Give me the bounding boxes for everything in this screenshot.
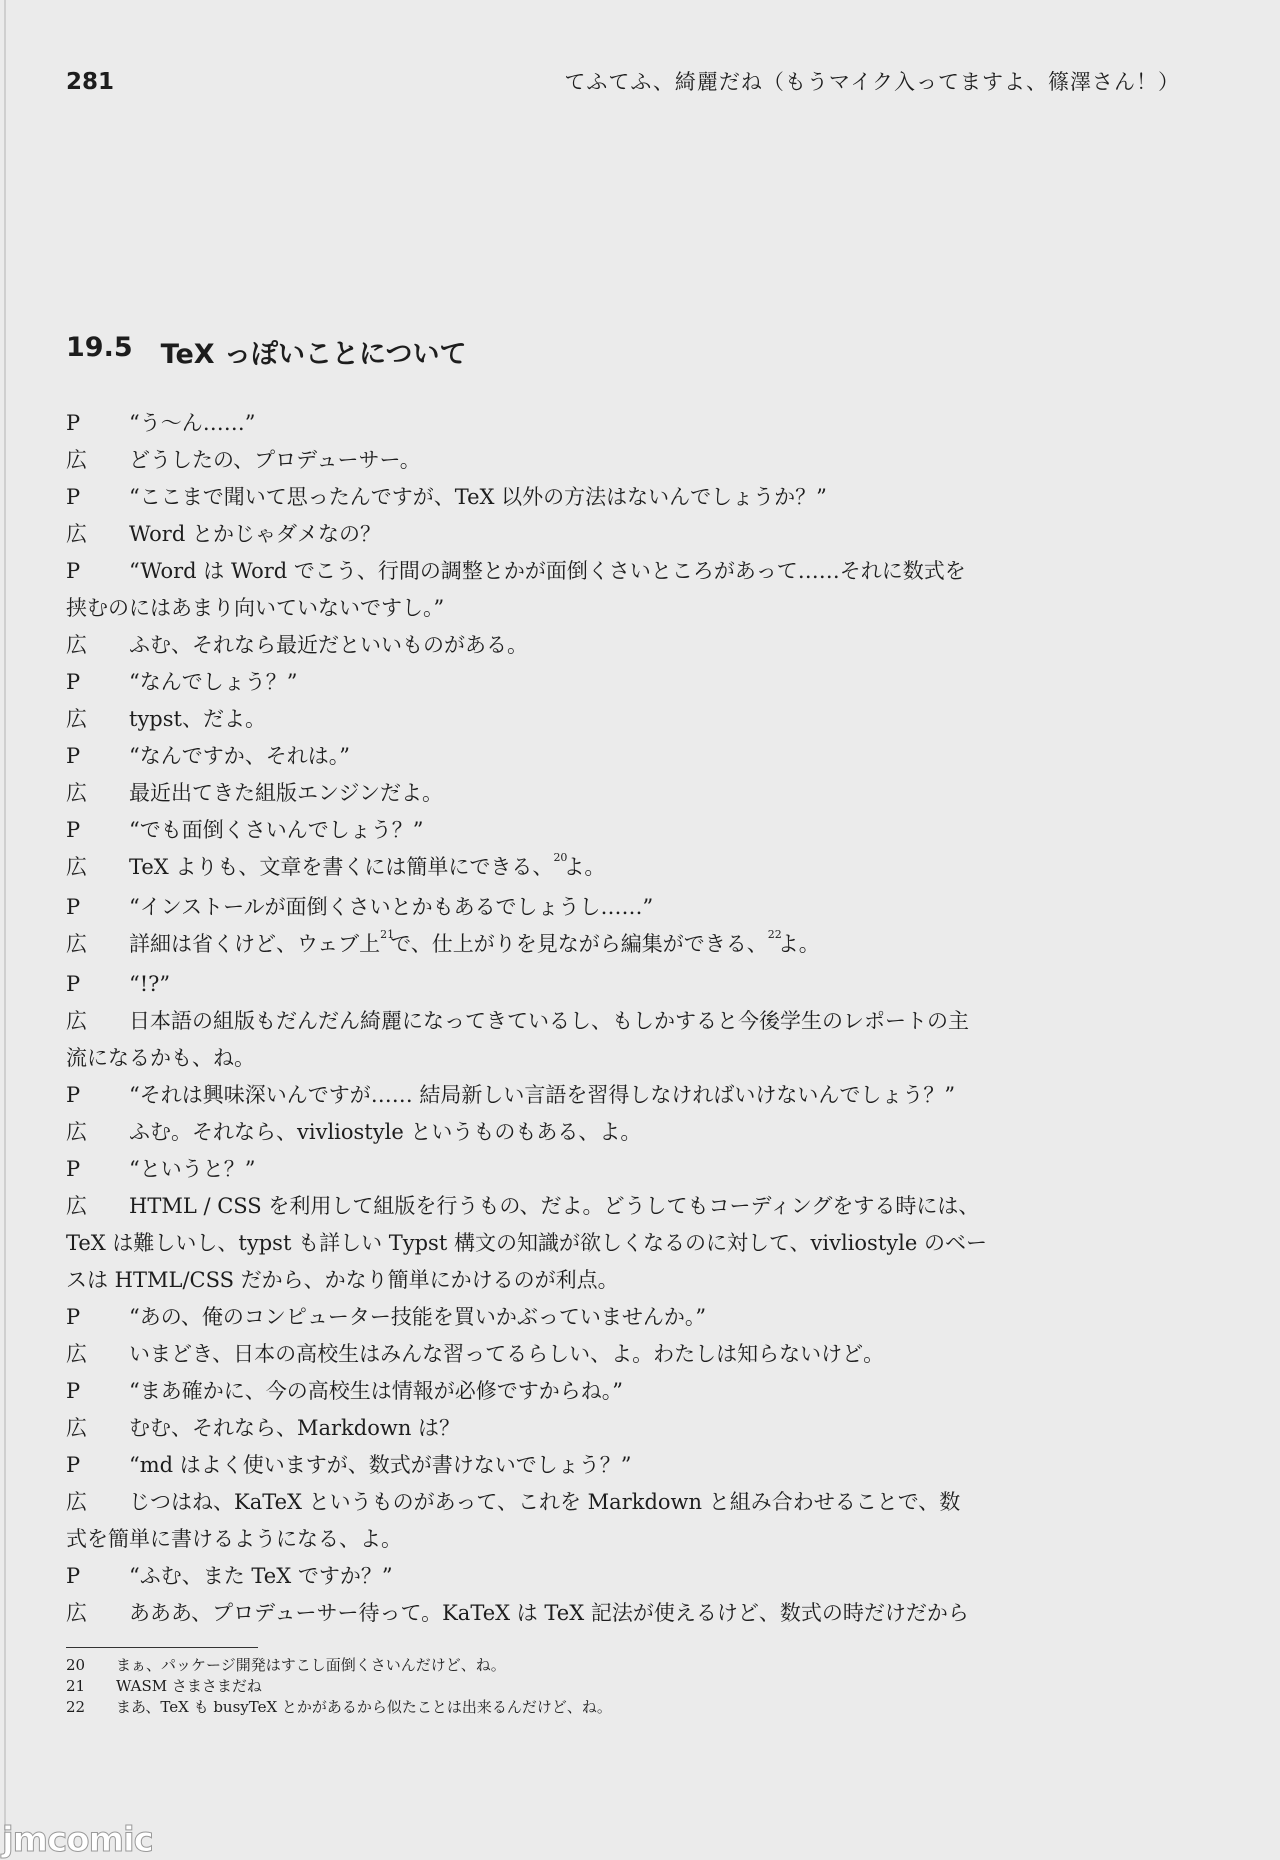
line-text: “!?” <box>129 972 171 996</box>
footnote <box>66 1697 966 1718</box>
dialogue-line <box>66 1521 994 1558</box>
dialogue-line <box>66 926 994 966</box>
speaker-label: 広 <box>66 633 87 657</box>
section-heading: TeX っぽいことについて <box>160 339 467 370</box>
speaker-label: P <box>66 818 81 842</box>
line-text: TeX よりも、文章を書くには簡単にできる、 <box>129 855 554 879</box>
line-text: “Word は Word でこう、行間の調整とかが面倒くさいところがあって……それに数式を <box>129 559 966 583</box>
footnote-text: まぁ、パッケージ開発はすこし面倒くさいんだけど、ね。 <box>116 1656 506 1674</box>
running-head: てふてふ、綺麗だね（もうマイク入ってますよ、篠澤さん！） <box>564 70 1180 94</box>
speaker-label: 広 <box>66 448 87 472</box>
line-text: 挟むのにはあまり向いていないですし。” <box>66 596 445 620</box>
footnote-ref: 21 <box>380 928 395 941</box>
speaker-label: P <box>66 1564 81 1588</box>
dialogue-line <box>66 516 994 553</box>
line-text: “というと？” <box>129 1157 256 1181</box>
line-text: 流になるかも、ね。 <box>66 1046 255 1070</box>
speaker-label: P <box>66 485 81 509</box>
dialogue-line <box>66 1003 994 1040</box>
page-edge <box>4 0 6 1850</box>
footnote-rule <box>66 1647 258 1648</box>
line-text: “でも面倒くさいんでしょう？” <box>129 818 424 842</box>
line-text: typst、だよ。 <box>129 707 266 731</box>
dialogue-line <box>66 1373 994 1410</box>
dialogue-line <box>66 1040 994 1077</box>
line-text: で、仕上がりを見ながら編集ができる、 <box>390 932 768 956</box>
speaker-label: P <box>66 895 81 919</box>
section-number: 19.5 <box>66 332 133 363</box>
line-text: “それは興味深いんですが…… 結局新しい言語を習得しなければいけないんでしょう？” <box>129 1083 956 1107</box>
speaker-label: P <box>66 1453 81 1477</box>
line-text: Word とかじゃダメなの？ <box>129 522 381 546</box>
speaker-label: P <box>66 1379 81 1403</box>
speaker-label: P <box>66 744 81 768</box>
dialogue-line <box>66 1410 994 1447</box>
footnote <box>66 1655 966 1676</box>
speaker-label: 広 <box>66 932 87 956</box>
dialogue-line <box>66 812 994 849</box>
dialogue-line <box>66 1225 994 1262</box>
line-text: 詳細は省くけど、ウェブ上 <box>129 932 381 956</box>
dialogue-line <box>66 701 994 738</box>
footnotes <box>66 1655 966 1718</box>
dialogue-line <box>66 442 994 479</box>
line-text: どうしたの、プロデューサー。 <box>129 448 421 472</box>
speaker-label: 広 <box>66 1342 87 1366</box>
dialogue-line <box>66 1114 994 1151</box>
dialogue-line <box>66 1595 994 1632</box>
line-text: 日本語の組版もだんだん綺麗になってきているし、もしかすると今後学生のレポートの主 <box>129 1009 969 1033</box>
footnote-ref: 20 <box>553 851 568 864</box>
speaker-label: P <box>66 559 81 583</box>
dialogue-line <box>66 849 994 889</box>
line-text: “ふむ、また TeX ですか？” <box>129 1564 393 1588</box>
speaker-label: 広 <box>66 1490 87 1514</box>
footnote-ref: 22 <box>767 928 782 941</box>
speaker-label: P <box>66 411 81 435</box>
line-text: ふむ。それなら、vivliostyle というものもある、よ。 <box>129 1120 642 1144</box>
speaker-label: 広 <box>66 522 87 546</box>
line-text: よ。 <box>777 932 820 956</box>
speaker-label: 広 <box>66 707 87 731</box>
footnote <box>66 1676 966 1697</box>
watermark-logo: jmcomic <box>2 1820 153 1860</box>
speaker-label: P <box>66 1157 81 1181</box>
line-text: よ。 <box>563 855 606 879</box>
dialogue-line <box>66 405 994 442</box>
speaker-label: P <box>66 670 81 694</box>
speaker-label: P <box>66 972 81 996</box>
dialogue-line <box>66 889 994 926</box>
dialogue-line <box>66 1558 994 1595</box>
line-text: HTML / CSS を利用して組版を行うもの、だよ。どうしてもコーディングをする時には、 <box>129 1194 980 1218</box>
footnote-number: 22 <box>66 1698 86 1716</box>
dialogue-line <box>66 553 994 590</box>
dialogue-line <box>66 1077 994 1114</box>
speaker-label: 広 <box>66 855 87 879</box>
speaker-label: 広 <box>66 1009 87 1033</box>
line-text: 式を簡単に書けるようになる、よ。 <box>66 1527 402 1551</box>
dialogue-line <box>66 1336 994 1373</box>
speaker-label: P <box>66 1083 81 1107</box>
line-text: “まあ確かに、今の高校生は情報が必修ですからね。” <box>129 1379 623 1403</box>
dialogue-line <box>66 1484 994 1521</box>
line-text: “インストールが面倒くさいとかもあるでしょうし……” <box>129 895 654 919</box>
line-text: “う～ん……” <box>129 411 256 435</box>
dialogue-line <box>66 1447 994 1484</box>
speaker-label: 広 <box>66 1416 87 1440</box>
dialogue-line <box>66 738 994 775</box>
section-title <box>66 332 466 371</box>
page-header <box>66 66 1180 96</box>
dialogue-line <box>66 1262 994 1299</box>
speaker-label: 広 <box>66 1194 87 1218</box>
line-text: “なんですか、それは。” <box>129 744 350 768</box>
dialogue-line <box>66 1188 994 1225</box>
dialogue-line <box>66 1299 994 1336</box>
dialogue-line <box>66 1151 994 1188</box>
speaker-label: 広 <box>66 1120 87 1144</box>
line-text: 最近出てきた組版エンジンだよ。 <box>129 781 443 805</box>
line-text: むむ、それなら、Markdown は？ <box>129 1416 461 1440</box>
speaker-label: 広 <box>66 781 87 805</box>
line-text: じつはね、KaTeX というものがあって、これを Markdown と組み合わせることで、数 <box>129 1490 961 1514</box>
dialogue-line <box>66 966 994 1003</box>
line-text: “なんでしょう？” <box>129 670 298 694</box>
footnote-text: まあ、TeX も busyTeX とかがあるから似たことは出来るんだけど、ね。 <box>116 1698 612 1716</box>
dialogue-line <box>66 627 994 664</box>
speaker-label: P <box>66 1305 81 1329</box>
dialogue-line <box>66 590 994 627</box>
dialogue-line <box>66 664 994 701</box>
page-number: 281 <box>66 69 115 95</box>
footnote-number: 20 <box>66 1656 86 1674</box>
line-text: あああ、プロデューサー待って。KaTeX は TeX 記法が使えるけど、数式の時だけだから <box>129 1601 969 1625</box>
line-text: ふむ、それなら最近だといいものがある。 <box>129 633 528 657</box>
dialogue-line <box>66 479 994 516</box>
dialogue-line <box>66 775 994 812</box>
line-text: “あの、俺のコンピューター技能を買いかぶっていませんか。” <box>129 1305 707 1329</box>
footnote-number: 21 <box>66 1677 86 1695</box>
line-text: TeX は難しいし、typst も詳しい Typst 構文の知識が欲しくなるのに対して、vivliostyle のベー <box>66 1231 987 1255</box>
footnote-text: WASM さまさまだね <box>116 1677 262 1695</box>
line-text: スは HTML/CSS だから、かなり簡単にかけるのが利点。 <box>66 1268 619 1292</box>
line-text: “ここまで聞いて思ったんですが、TeX 以外の方法はないんでしょうか？” <box>129 485 827 509</box>
dialogue <box>66 405 994 1632</box>
line-text: “md はよく使いますが、数式が書けないでしょう？” <box>129 1453 632 1477</box>
speaker-label: 広 <box>66 1601 87 1625</box>
line-text: いまどき、日本の高校生はみんな習ってるらしい、よ。わたしは知らないけど。 <box>129 1342 885 1366</box>
